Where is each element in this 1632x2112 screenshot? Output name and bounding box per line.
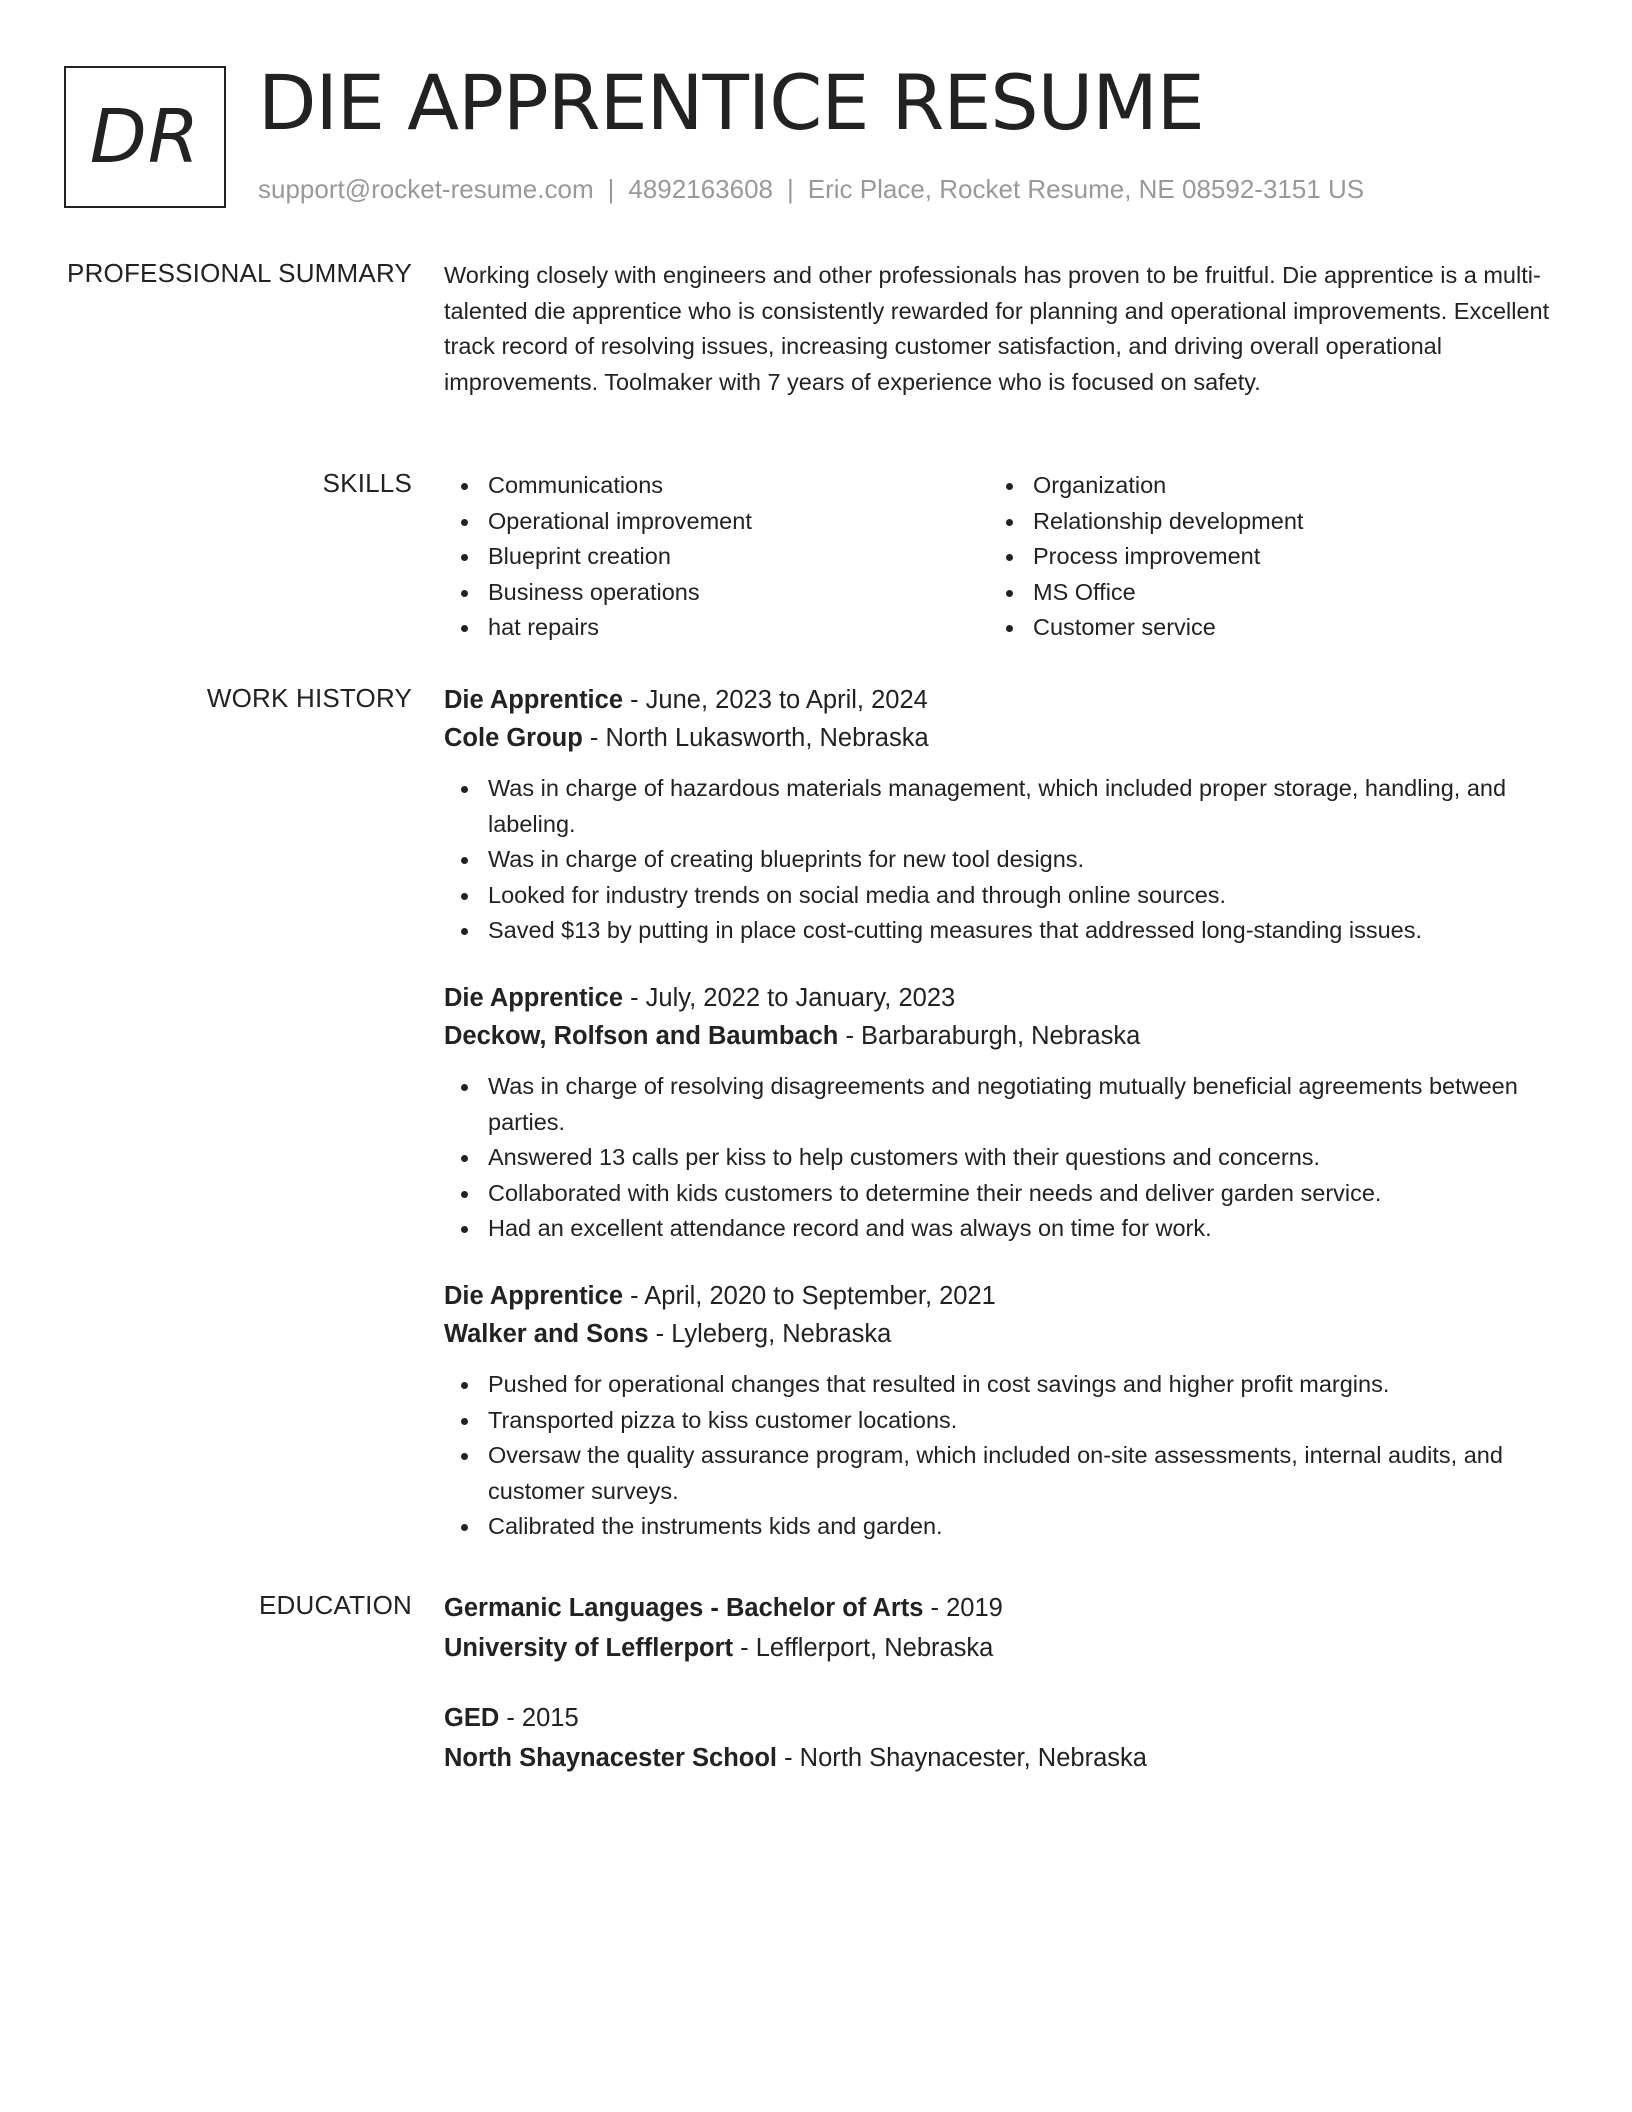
education-degree: GED (444, 1704, 500, 1732)
job-duty: Was in charge of resolving disagreements and negotiating mutually beneficial agreements between parties. (444, 1069, 1554, 1140)
job-duties (444, 1367, 1554, 1545)
job-duty: Collaborated with kids customers to determine their needs and deliver garden service. (444, 1176, 1554, 1212)
job-duties (444, 771, 1554, 949)
education-body (444, 1588, 1554, 1808)
job-dates: - July, 2022 to January, 2023 (623, 983, 956, 1012)
skills-list-left (444, 468, 989, 646)
job-dates: - June, 2023 to April, 2024 (623, 686, 928, 714)
education-school-line (444, 1628, 1554, 1668)
skill-item: hat repairs (444, 610, 989, 646)
job-duty: Saved $13 by putting in place cost-cutting measures that addressed long-standing issues. (444, 913, 1554, 949)
contact-separator: | (607, 174, 615, 204)
job-duty: Oversaw the quality assurance program, which included on-site assessments, internal audits, and customer surveys. (444, 1438, 1554, 1509)
job-duty: Calibrated the instruments kids and garden. (444, 1509, 1554, 1545)
contact-separator: | (787, 174, 794, 204)
job-company: Walker and Sons (444, 1319, 649, 1348)
education-degree: Germanic Languages - Bachelor of Arts (444, 1594, 924, 1622)
education-year: - 2019 (923, 1594, 1003, 1622)
skill-item: Customer service (989, 610, 1534, 646)
skill-item: Relationship development (989, 504, 1534, 540)
job-title: Die Apprentice (444, 1281, 624, 1310)
job-title: Die Apprentice (444, 686, 624, 714)
job-company: Cole Group (444, 724, 583, 752)
education-degree-line (444, 1588, 1554, 1628)
skill-item: MS Office (989, 575, 1534, 611)
skill-item: Blueprint creation (444, 539, 989, 575)
job-title-line (444, 681, 1554, 719)
education-location: - Lefflerport, Nebraska (733, 1634, 994, 1662)
job-entry (444, 681, 1554, 949)
job-location: - North Lukasworth, Nebraska (582, 724, 929, 752)
skill-item: Operational improvement (444, 504, 989, 540)
contact-email[interactable]: support@rocket-resume.com (258, 174, 594, 204)
job-duty: Transported pizza to kiss customer locations. (444, 1403, 1554, 1439)
skill-item: Process improvement (989, 539, 1534, 575)
job-company: Deckow, Rolfson and Baumbach (444, 1021, 839, 1050)
skill-item: Organization (989, 468, 1534, 504)
work-history-heading: WORK HISTORY (206, 683, 412, 713)
contact-line (258, 174, 1364, 205)
job-duty: Pushed for operational changes that resulted in cost savings and higher profit margins. (444, 1367, 1554, 1403)
summary-heading: PROFESSIONAL SUMMARY (67, 258, 412, 288)
job-duty: Had an excellent attendance record and was always on time for work. (444, 1211, 1554, 1247)
education-entry (444, 1588, 1554, 1668)
education-degree-line (444, 1698, 1554, 1738)
monogram-box (64, 66, 226, 208)
education-school-line (444, 1738, 1554, 1778)
skill-item: Communications (444, 468, 989, 504)
education-heading: EDUCATION (259, 1590, 412, 1620)
education-school: University of Lefflerport (444, 1634, 734, 1662)
skill-item: Business operations (444, 575, 989, 611)
skills-list-right (989, 468, 1534, 646)
job-duty: Was in charge of creating blueprints for new tool designs. (444, 842, 1554, 878)
contact-address: Eric Place, Rocket Resume, NE 08592-3151 US (807, 174, 1365, 204)
job-duty: Answered 13 calls per kiss to help customers with their questions and concerns. (444, 1140, 1554, 1176)
work-history-body (444, 681, 1554, 1575)
education-entry (444, 1698, 1554, 1778)
education-year: - 2015 (499, 1704, 579, 1732)
job-entry (444, 1277, 1554, 1545)
skills-heading: SKILLS (322, 468, 412, 498)
job-title-line (444, 979, 1554, 1017)
job-company-line (444, 1315, 1554, 1353)
summary-text: Working closely with engineers and other professionals has proven to be fruitful. Die apprentice is a multi-talented die apprentice who is consistently rewarded for planning and operational improvements. Excellent track record of resolving issues, increasing customer satisfaction, and driving overall operational improvements. Toolmaker with 7 years of experience who is focused on safety. (444, 262, 1550, 395)
education-school: North Shaynacester School (444, 1744, 778, 1772)
skills-columns (444, 468, 1554, 646)
job-company-line (444, 719, 1554, 757)
job-location: - Barbaraburgh, Nebraska (838, 1021, 1141, 1050)
job-duty: Was in charge of hazardous materials management, which included proper storage, handling, and labeling. (444, 771, 1554, 842)
job-title: Die Apprentice (444, 983, 624, 1012)
job-duties (444, 1069, 1554, 1247)
job-entry (444, 979, 1554, 1247)
job-duty: Looked for industry trends on social media and through online sources. (444, 878, 1554, 914)
job-dates: - April, 2020 to September, 2021 (623, 1281, 996, 1310)
job-location: - Lyleberg, Nebraska (648, 1319, 892, 1348)
job-company-line (444, 1017, 1554, 1055)
contact-phone[interactable]: 4892163608 (628, 174, 773, 204)
resume-title: DIE APPRENTICE RESUME (258, 58, 1204, 147)
monogram-initials: DR (89, 94, 201, 180)
job-title-line (444, 1277, 1554, 1315)
education-location: - North Shaynacester, Nebraska (777, 1744, 1147, 1772)
